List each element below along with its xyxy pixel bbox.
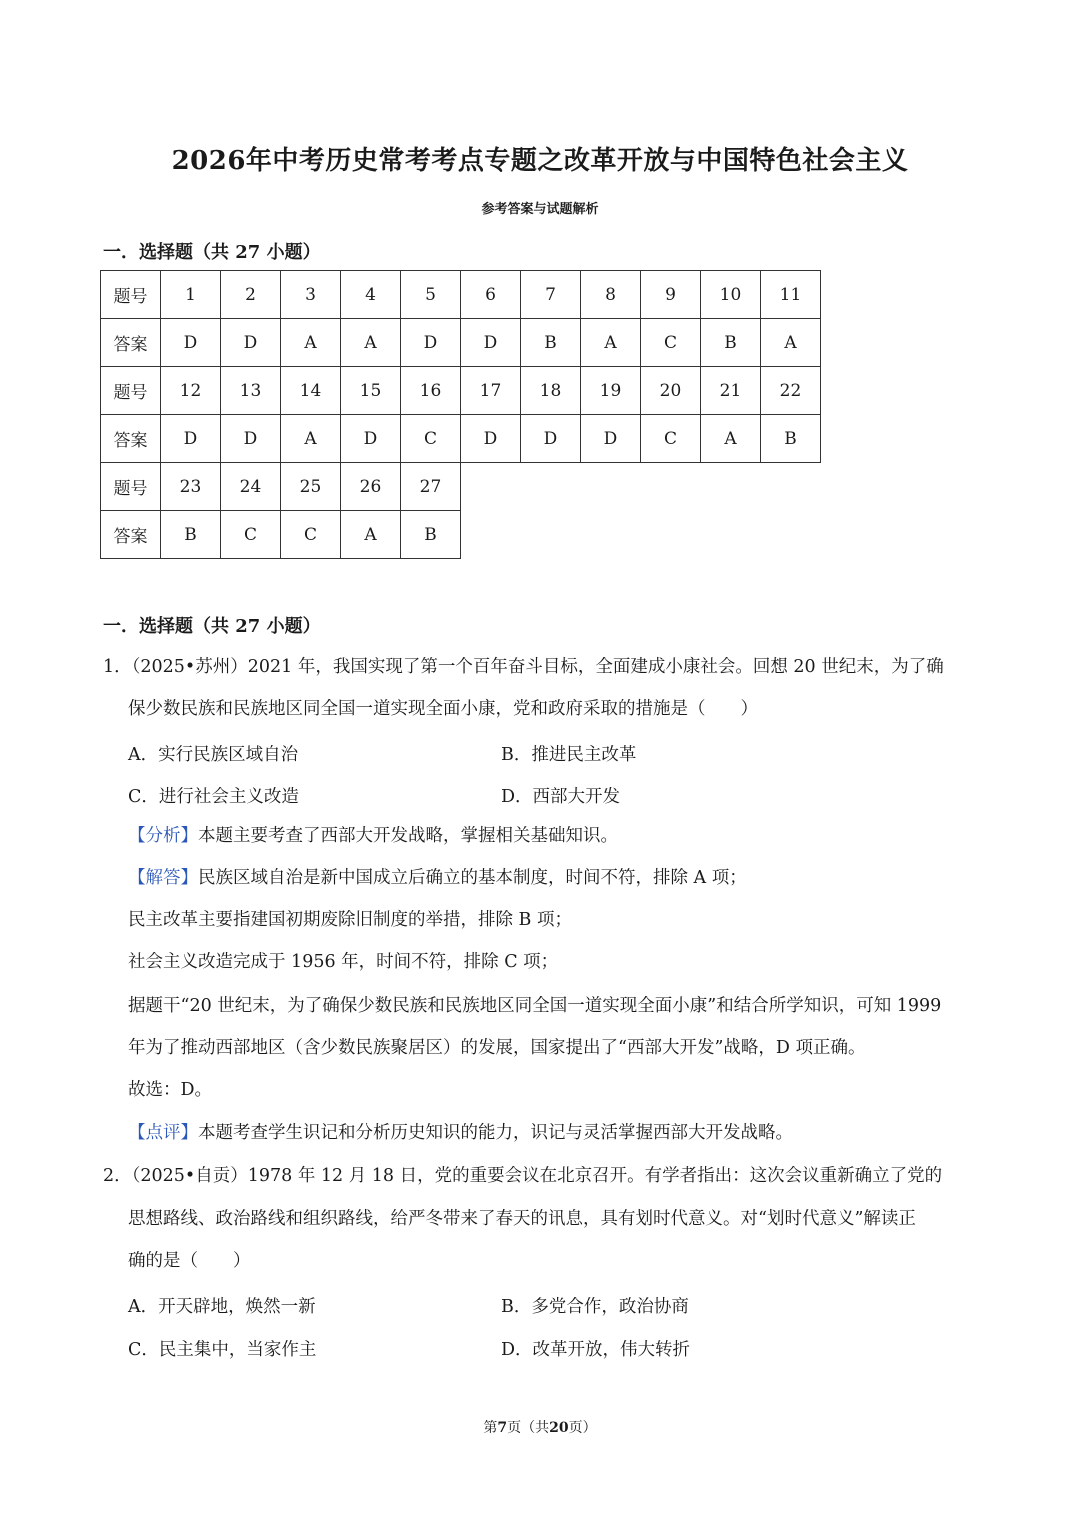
question-1-option-d: D．西部大开发	[501, 787, 621, 807]
answer-cell: D	[521, 415, 581, 463]
question-1-option-a: A．实行民族区域自治	[128, 745, 299, 765]
table-row	[101, 271, 821, 319]
question-1-answer-line5: 年为了推动西部地区（含少数民族聚居区）的发展，国家提出了“西部大开发”战略，D 项正确。	[128, 1038, 866, 1058]
footer-middle: 页（共	[507, 1420, 550, 1436]
empty-cell	[761, 463, 821, 511]
empty-cell	[521, 463, 581, 511]
row-label: 题号	[101, 463, 161, 511]
answer-cell: D	[461, 415, 521, 463]
question-number-cell: 4	[341, 271, 401, 319]
analysis-tag: 【分析】	[128, 826, 198, 846]
question-number-cell: 5	[401, 271, 461, 319]
question-1-stem-line1: 1．（2025•苏州）2021 年，我国实现了第一个百年奋斗目标，全面建成小康社会。回想 20 世纪末，为了确	[103, 657, 944, 677]
empty-cell	[461, 511, 521, 559]
footer-suffix: 页）	[568, 1420, 597, 1436]
question-number-cell: 11	[761, 271, 821, 319]
analysis-text: 本题主要考查了西部大开发战略，掌握相关基础知识。	[198, 826, 618, 846]
answer-cell: A	[761, 319, 821, 367]
answer-cell: D	[221, 319, 281, 367]
question-number-cell: 2	[221, 271, 281, 319]
question-1-answer	[128, 857, 983, 899]
row-label: 答案	[101, 415, 161, 463]
question-number-cell: 16	[401, 367, 461, 415]
question-number-cell: 9	[641, 271, 701, 319]
empty-cell	[581, 511, 641, 559]
empty-cell	[641, 511, 701, 559]
answer-cell: C	[281, 511, 341, 559]
question-number-cell: 14	[281, 367, 341, 415]
footer-prefix: 第	[483, 1420, 498, 1436]
empty-cell	[761, 511, 821, 559]
answer-cell: A	[281, 415, 341, 463]
question-2-option-c: C．民主集中，当家作主	[128, 1340, 317, 1360]
answer-cell: D	[401, 319, 461, 367]
question-number-cell: 13	[221, 367, 281, 415]
row-label: 答案	[101, 319, 161, 367]
question-2-stem-line2: 思想路线、政治路线和组织路线，给严冬带来了春天的讯息，具有划时代意义。对“划时代意义”解读正	[128, 1209, 916, 1229]
answer-cell: C	[641, 415, 701, 463]
question-1-analysis	[128, 815, 983, 857]
answer-cell: B	[161, 511, 221, 559]
answer-cell: A	[581, 319, 641, 367]
answer-cell: C	[401, 415, 461, 463]
question-1-comment	[128, 1112, 983, 1154]
answer-cell: B	[701, 319, 761, 367]
question-number-cell: 20	[641, 367, 701, 415]
question-number-cell: 23	[161, 463, 221, 511]
question-1-answer-line4: 据题干“20 世纪末，为了确保少数民族和民族地区同全国一道实现全面小康”和结合所学知识，可知 1999	[128, 996, 942, 1016]
question-2-stem-line3: 确的是（ ）	[128, 1251, 251, 1271]
section-heading-questions: 一．选择题（共 27 小题）	[103, 616, 321, 637]
comment-text: 本题考查学生识记和分析历史知识的能力，识记与灵活掌握西部大开发战略。	[198, 1123, 793, 1143]
answer-text: 民族区域自治是新中国成立后确立的基本制度，时间不符，排除 A 项；	[198, 868, 747, 888]
question-number-cell: 27	[401, 463, 461, 511]
table-row	[101, 511, 821, 559]
answer-cell: D	[161, 319, 221, 367]
question-number-cell: 12	[161, 367, 221, 415]
question-number-cell: 3	[281, 271, 341, 319]
question-number-cell: 10	[701, 271, 761, 319]
question-number-cell: 25	[281, 463, 341, 511]
answer-tag: 【解答】	[128, 868, 198, 888]
question-number-cell: 18	[521, 367, 581, 415]
answer-cell: D	[161, 415, 221, 463]
answer-cell: B	[521, 319, 581, 367]
question-2-option-b: B．多党合作，政治协商	[501, 1297, 689, 1317]
answer-cell: D	[461, 319, 521, 367]
question-number-cell: 26	[341, 463, 401, 511]
answer-cell: C	[221, 511, 281, 559]
answer-cell: A	[281, 319, 341, 367]
question-2-stem-line1: 2．（2025•自贡）1978 年 12 月 18 日，党的重要会议在北京召开。有学者指出：这次会议重新确立了党的	[103, 1166, 943, 1186]
answer-cell: B	[761, 415, 821, 463]
table-row	[101, 319, 821, 367]
question-2-option-a: A．开天辟地，焕然一新	[128, 1297, 316, 1317]
comment-tag: 【点评】	[128, 1123, 198, 1143]
question-1-answer-line2: 民主改革主要指建国初期废除旧制度的举措，排除 B 项；	[128, 910, 572, 930]
answer-cell: A	[341, 319, 401, 367]
answer-cell: A	[701, 415, 761, 463]
question-number-cell: 19	[581, 367, 641, 415]
answer-cell: D	[581, 415, 641, 463]
question-number-cell: 6	[461, 271, 521, 319]
empty-cell	[581, 463, 641, 511]
empty-cell	[701, 511, 761, 559]
empty-cell	[701, 463, 761, 511]
question-1-choice: 故选：D。	[128, 1080, 213, 1100]
question-number-cell: 24	[221, 463, 281, 511]
question-number-cell: 21	[701, 367, 761, 415]
answer-cell: B	[401, 511, 461, 559]
section-heading-table: 一．选择题（共 27 小题）	[103, 242, 321, 263]
table-row	[101, 367, 821, 415]
question-number-cell: 15	[341, 367, 401, 415]
answer-table	[100, 270, 821, 559]
question-1-option-b: B．推进民主改革	[501, 745, 637, 765]
row-label: 题号	[101, 367, 161, 415]
empty-cell	[461, 463, 521, 511]
answer-cell: D	[221, 415, 281, 463]
question-1-stem-line2: 保少数民族和民族地区同全国一道实现全面小康，党和政府采取的措施是（ ）	[128, 699, 758, 719]
answer-cell: C	[641, 319, 701, 367]
document-title: 2026年中考历史常考考点专题之改革开放与中国特色社会主义	[171, 146, 909, 176]
table-row	[101, 463, 821, 511]
row-label: 答案	[101, 511, 161, 559]
page-footer	[0, 1417, 1080, 1437]
empty-cell	[521, 511, 581, 559]
row-label: 题号	[101, 271, 161, 319]
answer-cell: A	[341, 511, 401, 559]
document-subtitle: 参考答案与试题解析	[481, 202, 599, 217]
question-number-cell: 17	[461, 367, 521, 415]
question-2-option-d: D．改革开放，伟大转折	[501, 1340, 691, 1360]
page-number: 7	[497, 1420, 508, 1436]
question-number-cell: 7	[521, 271, 581, 319]
question-number-cell: 22	[761, 367, 821, 415]
question-1-option-c: C．进行社会主义改造	[128, 787, 299, 807]
table-row	[101, 415, 821, 463]
question-number-cell: 8	[581, 271, 641, 319]
page-total: 20	[549, 1420, 569, 1436]
answer-cell: D	[341, 415, 401, 463]
question-number-cell: 1	[161, 271, 221, 319]
empty-cell	[641, 463, 701, 511]
question-1-answer-line3: 社会主义改造完成于 1956 年，时间不符，排除 C 项；	[128, 952, 559, 972]
